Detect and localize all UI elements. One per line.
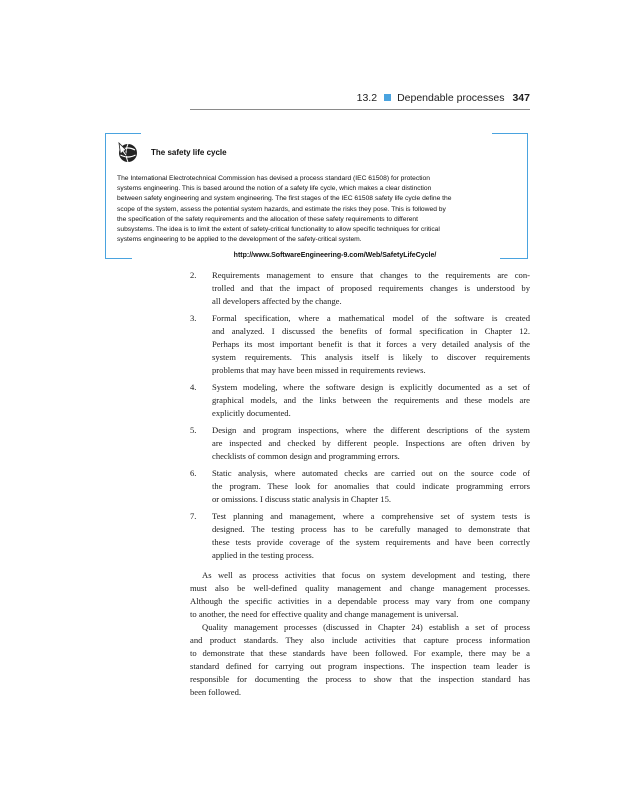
square-bullet-icon <box>384 94 391 101</box>
text-line: Quality management processes (discussed in Chapter 24) establish a set of process <box>202 622 530 632</box>
text-line: checklists of common design and programming errors. <box>212 451 400 461</box>
box-frame-left <box>105 133 106 259</box>
text-line: all developers affected by the change. <box>212 296 342 306</box>
box-line: systems engineering to be applied to the development of the safety-critical system. <box>117 236 362 244</box>
list-item-text <box>212 510 530 562</box>
text-line: Formal specification, where a mathematical model of the software is created <box>212 313 530 323</box>
section-number: 13.2 <box>356 92 378 104</box>
text-line: Design and program inspections, where the different descriptions of the system <box>212 425 530 435</box>
box-frame-top-right <box>492 133 528 134</box>
text-line: explicitly documented. <box>212 408 291 418</box>
text-line: System modeling, where the software design is explicitly documented as a set of <box>212 382 530 392</box>
list-item <box>190 269 530 308</box>
list-item-text <box>212 381 530 420</box>
text-line: or omissions. I discuss static analysis in Chapter 15. <box>212 494 392 504</box>
text-line: Although the specific activities in a dependable process may vary from one company <box>190 596 530 606</box>
text-line: problems that may have been missed in requirements reviews. <box>212 365 426 375</box>
list-item-text <box>212 424 530 463</box>
text-line: must also be well-defined quality management and change management processes. <box>190 583 530 593</box>
list-item-number: 3. <box>190 313 197 323</box>
box-url-link[interactable]: http://www.SoftwareEngineering-9.com/Web/SafetyLifeCycle/ <box>233 252 437 260</box>
text-line: to demonstrate that these standards have been followed. For example, there may be a <box>190 648 530 658</box>
text-line: responsible for documenting the process to show that the inspection standard has <box>190 674 530 684</box>
box-line: The International Electrotechnical Commission has devised a process standard (IEC 61508) for protection <box>117 175 430 182</box>
text-line: the program. These look for anomalies that could indicate programming errors <box>212 481 530 491</box>
text-line: graphical models, and the links between the requirements and these models are <box>212 395 530 405</box>
list-item-number: 2. <box>190 270 197 280</box>
text-line: Requirements management to ensure that changes to the requirements are con- <box>212 270 530 280</box>
list-item <box>190 510 530 562</box>
globe-cursor-icon <box>117 141 141 163</box>
list-item <box>190 312 530 377</box>
box-frame-right <box>527 133 528 259</box>
list-item <box>190 424 530 463</box>
text-line: standard defined for carrying out program inspections. The inspection team leader is <box>190 661 530 671</box>
list-item <box>190 381 530 420</box>
text-line: trolled and that the impact of proposed requirements changes is understood by <box>212 283 530 293</box>
list-item-number: 6. <box>190 468 197 478</box>
paragraph <box>190 621 530 699</box>
header-rule <box>190 109 530 110</box>
box-line: scope of the system, assess the potential system hazards, and estimate the risks they pose. This is followed by <box>117 205 446 213</box>
text-line: As well as process activities that focus on system development and testing, there <box>202 570 530 580</box>
list-item-number: 5. <box>190 425 197 435</box>
text-line: been followed. <box>190 687 242 697</box>
running-head <box>0 92 530 104</box>
box-line: the specification of the safety requirements and the allocation of these safety requirements to different <box>117 215 418 223</box>
box-line: subsystems. The idea is to limit the extent of safety-critical functionality to allow specific techniques for critical <box>117 226 440 234</box>
paragraph <box>190 569 530 621</box>
text-line: Perhaps its most important benefit is that it forces a very detailed analysis of the <box>212 339 530 349</box>
numbered-list <box>190 269 530 566</box>
text-line: system requirements. This analysis itself is likely to discover requirements <box>212 352 530 362</box>
text-line: Static analysis, where automated checks are carried out on the source code of <box>212 468 530 478</box>
list-item-text <box>212 312 530 377</box>
text-line: and analyzed. I discussed the benefits of formal specification in Chapter 12. <box>212 326 530 336</box>
safety-life-cycle-box <box>117 139 513 259</box>
box-line: between safety engineering and system engineering. The first stages of the IEC 61508 safety life cycle define the <box>117 195 452 203</box>
text-line: applied in the testing process. <box>212 550 314 560</box>
text-line: to another, the need for effective quality and change management is universal. <box>190 609 459 619</box>
list-item-number: 7. <box>190 511 197 521</box>
list-item <box>190 467 530 506</box>
section-title: Dependable processes <box>397 92 505 104</box>
box-frame-top-left <box>105 133 141 134</box>
list-item-number: 4. <box>190 382 197 392</box>
text-line: Test planning and management, where a comprehensive set of system tests is <box>212 511 530 521</box>
box-line: systems engineering. This is based around the notion of a safety life cycle, which makes a clear distinction <box>117 185 432 193</box>
body-paragraphs <box>190 569 530 699</box>
text-line: are inspected and checked by different people. Inspections are often driven by <box>212 438 530 448</box>
box-body <box>117 174 513 245</box>
text-line: and product standards. They also include activities that capture process information <box>190 635 530 645</box>
text-line: these tests provide coverage of the system requirements and have been correctly <box>212 537 530 547</box>
box-title: The safety life cycle <box>151 147 227 157</box>
list-item-text <box>212 269 530 308</box>
box-header <box>117 139 513 165</box>
list-item-text <box>212 467 530 506</box>
page-number: 347 <box>512 92 530 104</box>
text-line: designed. The testing process has to be carefully managed to demonstrate that <box>212 524 530 534</box>
